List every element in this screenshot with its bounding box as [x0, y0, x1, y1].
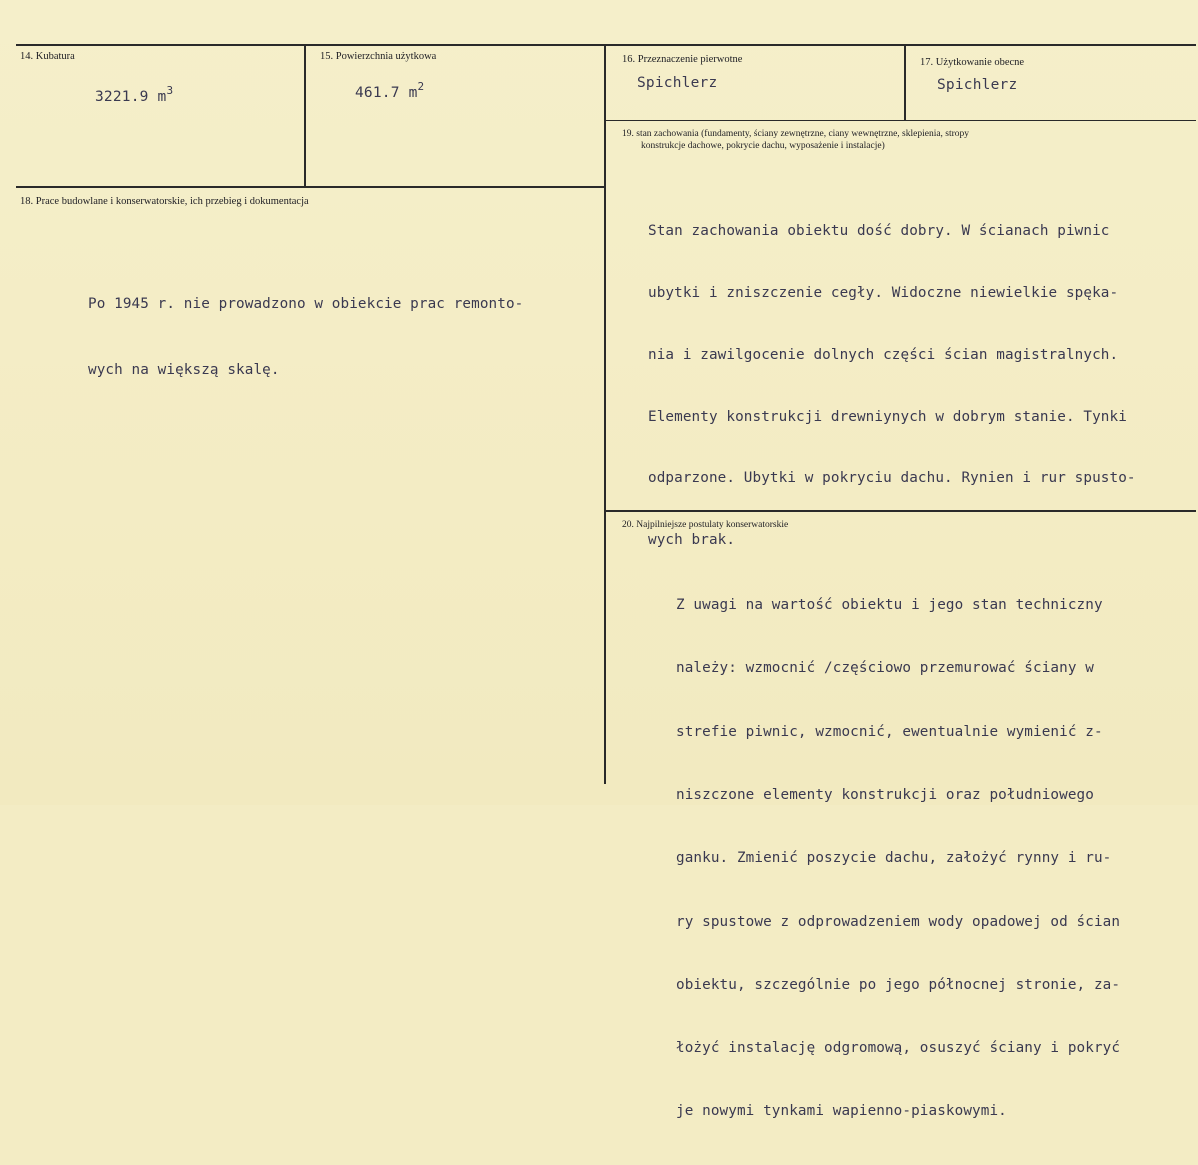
text-line: należy: wzmocnić /częściowo przemurować ściany w [676, 660, 1094, 677]
field-20-text [676, 553, 1120, 1165]
field-19-label-line2: konstrukcje dachowe, pokrycie dachu, wyposażenie i instalacje) [641, 141, 885, 151]
field-16-value: Spichlerz [637, 75, 718, 91]
text-line: Elementy konstrukcji drewniynych w dobrym stanie. Tynki [648, 408, 1127, 425]
text-line: nia i zawilgocenie dolnych części ścian magistralnych. [648, 346, 1119, 363]
field-15-value [355, 80, 424, 101]
field-14-label: 14. Kubatura [20, 51, 75, 62]
area-unit-superscript: 2 [417, 80, 425, 93]
field-14-value [95, 84, 173, 105]
text-line: ubytki i zniszczenie cegły. Widoczne niewielkie spęka- [648, 284, 1119, 301]
top-border-line [16, 44, 1196, 46]
text-line: Po 1945 r. nie prowadzono w obiekcie prac remonto- [88, 296, 524, 312]
text-line: obiektu, szczególnie po jego północnej stronie, za- [676, 976, 1121, 993]
divider-16-17 [904, 44, 906, 120]
text-line: odparzone. Ubytki w pokryciu dachu. Rynien i rur spusto- [648, 470, 1136, 487]
field-17-label: 17. Użytkowanie obecne [920, 57, 1025, 68]
center-divider [604, 44, 606, 784]
text-line: łożyć instalację odgromową, osuszyć ściany i pokryć [676, 1040, 1121, 1057]
field-20-label: 20. Najpilniejsze postulaty konserwatorskie [622, 520, 789, 530]
area-value: 461.7 m [355, 85, 418, 101]
text-line: Z uwagi na wartość obiektu i jego stan techniczny [676, 597, 1103, 614]
line-above-18 [16, 186, 606, 188]
field-15-label: 15. Powierzchnia użytkowa [320, 51, 437, 62]
text-line: Stan zachowania obiektu dość dobry. W ścianach piwnic [648, 223, 1110, 240]
field-19-label-line1: 19. stan zachowania (fundamenty, ściany zewnętrzne, ciany wewnętrzne, sklepienia, stropy [622, 129, 970, 139]
field-17-value: Spichlerz [937, 77, 1018, 93]
volume-unit-superscript: 3 [166, 84, 174, 97]
text-line: je nowymi tynkami wapienno-piaskowymi. [676, 1103, 1007, 1120]
text-line: wych na większą skalę. [88, 362, 280, 378]
field-16-label: 16. Przeznaczenie pierwotne [622, 54, 743, 65]
text-line: niszczone elementy konstrukcji oraz południowego [676, 787, 1094, 804]
text-line: ganku. Zmienić poszycie dachu, założyć rynny i ru- [676, 850, 1112, 867]
field-18-text [88, 249, 523, 425]
line-under-16-17 [606, 120, 1196, 121]
field-18-label: 18. Prace budowlane i konserwatorskie, ich przebieg i dokumentacja [20, 196, 309, 207]
text-line: wych brak. [648, 532, 736, 549]
divider-14-15 [304, 44, 306, 186]
text-line: ry spustowe z odprowadzeniem wody opadowej od ścian [676, 913, 1121, 930]
text-line: strefie piwnic, wzmocnić, ewentualnie wymienić z- [676, 723, 1103, 740]
volume-value: 3221.9 m [95, 89, 167, 105]
